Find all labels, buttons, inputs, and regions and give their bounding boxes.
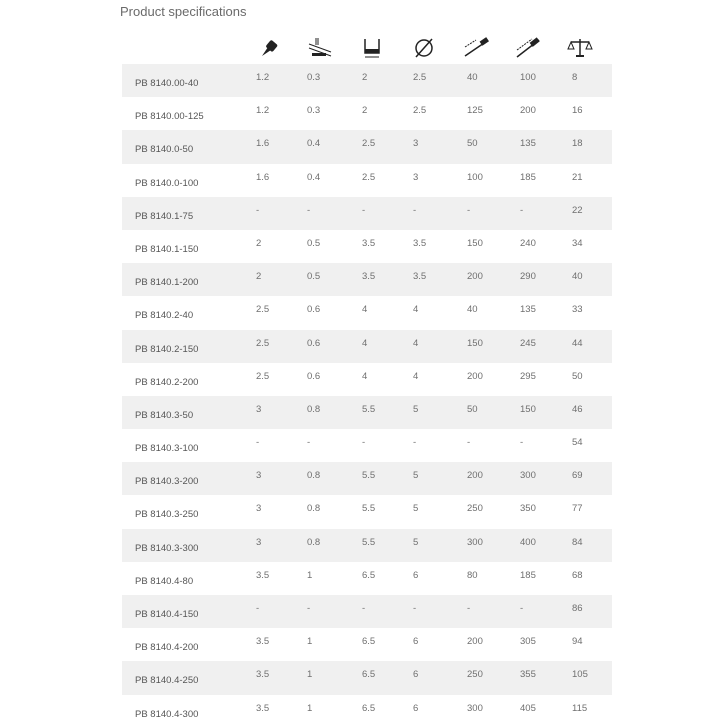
spec-value: - bbox=[413, 204, 417, 216]
overall-length-icon bbox=[514, 36, 542, 60]
spec-value: 50 bbox=[572, 370, 583, 382]
spec-value: 6.5 bbox=[362, 669, 376, 681]
spec-value: 4 bbox=[413, 337, 419, 349]
product-code: PB 8140.1-150 bbox=[135, 243, 199, 255]
spec-value: - bbox=[362, 204, 366, 216]
spec-value: 2.5 bbox=[362, 138, 376, 150]
spec-value: 3.5 bbox=[362, 271, 376, 283]
specifications-table bbox=[122, 64, 612, 728]
spec-value: 5.5 bbox=[362, 536, 376, 548]
spec-value: 0.6 bbox=[307, 304, 321, 316]
spec-value: 0.4 bbox=[307, 171, 321, 183]
blade-width-icon bbox=[358, 36, 386, 60]
table-row bbox=[122, 230, 612, 263]
spec-value: 68 bbox=[572, 569, 583, 581]
table-row bbox=[122, 330, 612, 363]
spec-value: 355 bbox=[520, 669, 536, 681]
spec-value: 2 bbox=[256, 237, 262, 249]
spec-value: 3.5 bbox=[256, 669, 270, 681]
product-code: PB 8140.4-80 bbox=[135, 575, 194, 587]
spec-value: 3 bbox=[256, 536, 262, 548]
spec-value: 200 bbox=[467, 271, 483, 283]
spec-value: - bbox=[362, 437, 366, 449]
spec-value: 1 bbox=[307, 669, 313, 681]
spec-value: 6 bbox=[413, 669, 419, 681]
spec-value: 46 bbox=[572, 403, 583, 415]
spec-value: 0.8 bbox=[307, 503, 321, 515]
spec-value: 2 bbox=[256, 271, 262, 283]
table-row bbox=[122, 263, 612, 296]
table-row bbox=[122, 595, 612, 628]
product-code: PB 8140.1-200 bbox=[135, 277, 199, 289]
spec-value: 5 bbox=[413, 470, 419, 482]
spec-value: 5.5 bbox=[362, 470, 376, 482]
spec-value: 1 bbox=[307, 702, 313, 714]
spec-value: 54 bbox=[572, 437, 583, 449]
table-row bbox=[122, 562, 612, 595]
spec-value: 3.5 bbox=[413, 271, 427, 283]
spec-value: 40 bbox=[572, 271, 583, 283]
spec-value: 1.6 bbox=[256, 171, 270, 183]
spec-value: 22 bbox=[572, 204, 583, 216]
spec-value: - bbox=[413, 437, 417, 449]
table-row bbox=[122, 197, 612, 230]
spec-value: 115 bbox=[572, 702, 588, 714]
product-code: PB 8140.0-100 bbox=[135, 177, 199, 189]
spec-value: 3.5 bbox=[362, 237, 376, 249]
product-code: PB 8140.3-200 bbox=[135, 476, 199, 488]
spec-value: 50 bbox=[467, 138, 478, 150]
product-code: PB 8140.4-200 bbox=[135, 642, 199, 654]
spec-value: 200 bbox=[467, 470, 483, 482]
table-row bbox=[122, 130, 612, 163]
spec-value: 200 bbox=[467, 636, 483, 648]
blade-thickness-icon bbox=[306, 36, 334, 60]
spec-value: 3 bbox=[413, 171, 419, 183]
spec-value: 200 bbox=[520, 105, 536, 117]
spec-value: 135 bbox=[520, 138, 536, 150]
spec-value: 295 bbox=[520, 370, 536, 382]
spec-value: 2 bbox=[362, 105, 368, 117]
table-row bbox=[122, 628, 612, 661]
spec-value: 6.5 bbox=[362, 569, 376, 581]
spec-value: 100 bbox=[520, 72, 536, 83]
table-row bbox=[122, 64, 612, 97]
spec-value: 33 bbox=[572, 304, 583, 316]
spec-value: 8 bbox=[572, 72, 578, 83]
spec-value: - bbox=[256, 437, 260, 449]
spec-value: - bbox=[520, 437, 524, 449]
product-code: PB 8140.00-125 bbox=[135, 111, 204, 123]
spec-value: - bbox=[520, 603, 524, 614]
product-code: PB 8140.1-75 bbox=[135, 210, 194, 222]
page-title: Product specifications bbox=[120, 4, 247, 19]
product-code: PB 8140.3-250 bbox=[135, 509, 199, 521]
table-row bbox=[122, 695, 612, 728]
spec-value: - bbox=[256, 603, 260, 614]
product-code: PB 8140.3-100 bbox=[135, 443, 199, 455]
spec-value: 21 bbox=[572, 171, 583, 183]
spec-value: 2.5 bbox=[256, 370, 270, 382]
spec-value: 6 bbox=[413, 636, 419, 648]
spec-value: 69 bbox=[572, 470, 583, 482]
spec-value: 125 bbox=[467, 105, 483, 117]
spec-value: 0.3 bbox=[307, 72, 321, 83]
spec-value: 2.5 bbox=[413, 105, 427, 117]
spec-value: 1 bbox=[307, 569, 313, 581]
spec-value: 3.5 bbox=[413, 237, 427, 249]
spec-value: 94 bbox=[572, 636, 583, 648]
spec-value: 4 bbox=[362, 370, 368, 382]
spec-value: 4 bbox=[362, 304, 368, 316]
spec-value: 0.5 bbox=[307, 271, 321, 283]
table-row bbox=[122, 363, 612, 396]
spec-value: - bbox=[413, 603, 417, 614]
spec-value: 0.8 bbox=[307, 470, 321, 482]
spec-value: 0.6 bbox=[307, 370, 321, 382]
spec-value: 0.3 bbox=[307, 105, 321, 117]
diameter-icon bbox=[410, 36, 438, 60]
spec-value: 3.5 bbox=[256, 636, 270, 648]
spec-value: 4 bbox=[413, 370, 419, 382]
spec-value: - bbox=[467, 437, 471, 449]
spec-value: 400 bbox=[520, 536, 536, 548]
spec-value: 4 bbox=[362, 337, 368, 349]
table-row bbox=[122, 462, 612, 495]
spec-value: 4 bbox=[413, 304, 419, 316]
table-row bbox=[122, 164, 612, 197]
spec-value: 300 bbox=[467, 702, 483, 714]
spec-value: 350 bbox=[520, 503, 536, 515]
spec-value: - bbox=[467, 204, 471, 216]
spec-value: 3.5 bbox=[256, 702, 270, 714]
spec-value: 2.5 bbox=[256, 304, 270, 316]
spec-value: 5 bbox=[413, 536, 419, 548]
spec-value: 2.5 bbox=[256, 337, 270, 349]
spec-value: 77 bbox=[572, 503, 583, 515]
spec-value: 6 bbox=[413, 702, 419, 714]
table-row bbox=[122, 529, 612, 562]
spec-value: 3 bbox=[413, 138, 419, 150]
spec-value: 18 bbox=[572, 138, 583, 150]
spec-value: 135 bbox=[520, 304, 536, 316]
weight-scale-icon bbox=[566, 36, 594, 60]
spec-value: 150 bbox=[467, 337, 483, 349]
spec-value: 1.6 bbox=[256, 138, 270, 150]
spec-value: 6 bbox=[413, 569, 419, 581]
product-code: PB 8140.3-50 bbox=[135, 409, 194, 421]
spec-value: 0.6 bbox=[307, 337, 321, 349]
spec-value: 84 bbox=[572, 536, 583, 548]
table-row bbox=[122, 296, 612, 329]
spec-value: 16 bbox=[572, 105, 583, 117]
table-row bbox=[122, 495, 612, 528]
spec-value: 250 bbox=[467, 669, 483, 681]
spec-value: 40 bbox=[467, 72, 478, 83]
screw-head-icon bbox=[254, 36, 282, 60]
spec-value: 5 bbox=[413, 503, 419, 515]
spec-value: 305 bbox=[520, 636, 536, 648]
spec-value: 5.5 bbox=[362, 503, 376, 515]
spec-value: - bbox=[520, 204, 524, 216]
spec-value: 3.5 bbox=[256, 569, 270, 581]
spec-value: 290 bbox=[520, 271, 536, 283]
spec-value: 50 bbox=[467, 403, 478, 415]
product-code: PB 8140.0-50 bbox=[135, 144, 194, 156]
spec-value: 240 bbox=[520, 237, 536, 249]
product-code: PB 8140.2-150 bbox=[135, 343, 199, 355]
spec-value: 40 bbox=[467, 304, 478, 316]
spec-value: 185 bbox=[520, 171, 536, 183]
spec-value: - bbox=[467, 603, 471, 614]
table-row bbox=[122, 429, 612, 462]
spec-value: 1 bbox=[307, 636, 313, 648]
spec-value: 86 bbox=[572, 603, 583, 614]
spec-value: - bbox=[307, 204, 311, 216]
spec-value: 3 bbox=[256, 503, 262, 515]
spec-value: 200 bbox=[467, 370, 483, 382]
spec-value: 100 bbox=[467, 171, 483, 183]
spec-value: - bbox=[307, 437, 311, 449]
spec-value: 150 bbox=[467, 237, 483, 249]
spec-value: 2 bbox=[362, 72, 368, 83]
spec-value: 300 bbox=[520, 470, 536, 482]
table-row bbox=[122, 97, 612, 130]
spec-value: 5 bbox=[413, 403, 419, 415]
spec-value: 405 bbox=[520, 702, 536, 714]
product-code: PB 8140.3-300 bbox=[135, 542, 199, 554]
product-code: PB 8140.4-300 bbox=[135, 708, 199, 720]
spec-value: 80 bbox=[467, 569, 478, 581]
spec-value: 245 bbox=[520, 337, 536, 349]
spec-value: - bbox=[307, 603, 311, 614]
table-row bbox=[122, 661, 612, 694]
spec-value: 34 bbox=[572, 237, 583, 249]
spec-value: 1.2 bbox=[256, 105, 270, 117]
spec-value: 105 bbox=[572, 669, 588, 681]
spec-value: 6.5 bbox=[362, 702, 376, 714]
spec-value: 1.2 bbox=[256, 72, 270, 83]
blade-length-icon bbox=[462, 36, 490, 60]
product-code: PB 8140.4-150 bbox=[135, 609, 199, 620]
product-code: PB 8140.2-200 bbox=[135, 376, 199, 388]
spec-value: 0.5 bbox=[307, 237, 321, 249]
product-code: PB 8140.4-250 bbox=[135, 675, 199, 687]
table-row bbox=[122, 396, 612, 429]
spec-value: 250 bbox=[467, 503, 483, 515]
product-code: PB 8140.00-40 bbox=[135, 78, 199, 89]
spec-value: 3 bbox=[256, 470, 262, 482]
spec-value: 0.8 bbox=[307, 536, 321, 548]
spec-value: 185 bbox=[520, 569, 536, 581]
spec-value: - bbox=[362, 603, 366, 614]
spec-value: 150 bbox=[520, 403, 536, 415]
column-icons-header bbox=[122, 36, 612, 60]
spec-value: 6.5 bbox=[362, 636, 376, 648]
spec-value: 5.5 bbox=[362, 403, 376, 415]
spec-value: 3 bbox=[256, 403, 262, 415]
spec-value: 2.5 bbox=[362, 171, 376, 183]
spec-value: 300 bbox=[467, 536, 483, 548]
spec-value: 44 bbox=[572, 337, 583, 349]
spec-value: 0.4 bbox=[307, 138, 321, 150]
spec-value: - bbox=[256, 204, 260, 216]
product-code: PB 8140.2-40 bbox=[135, 310, 194, 322]
spec-value: 2.5 bbox=[413, 72, 427, 83]
spec-value: 0.8 bbox=[307, 403, 321, 415]
